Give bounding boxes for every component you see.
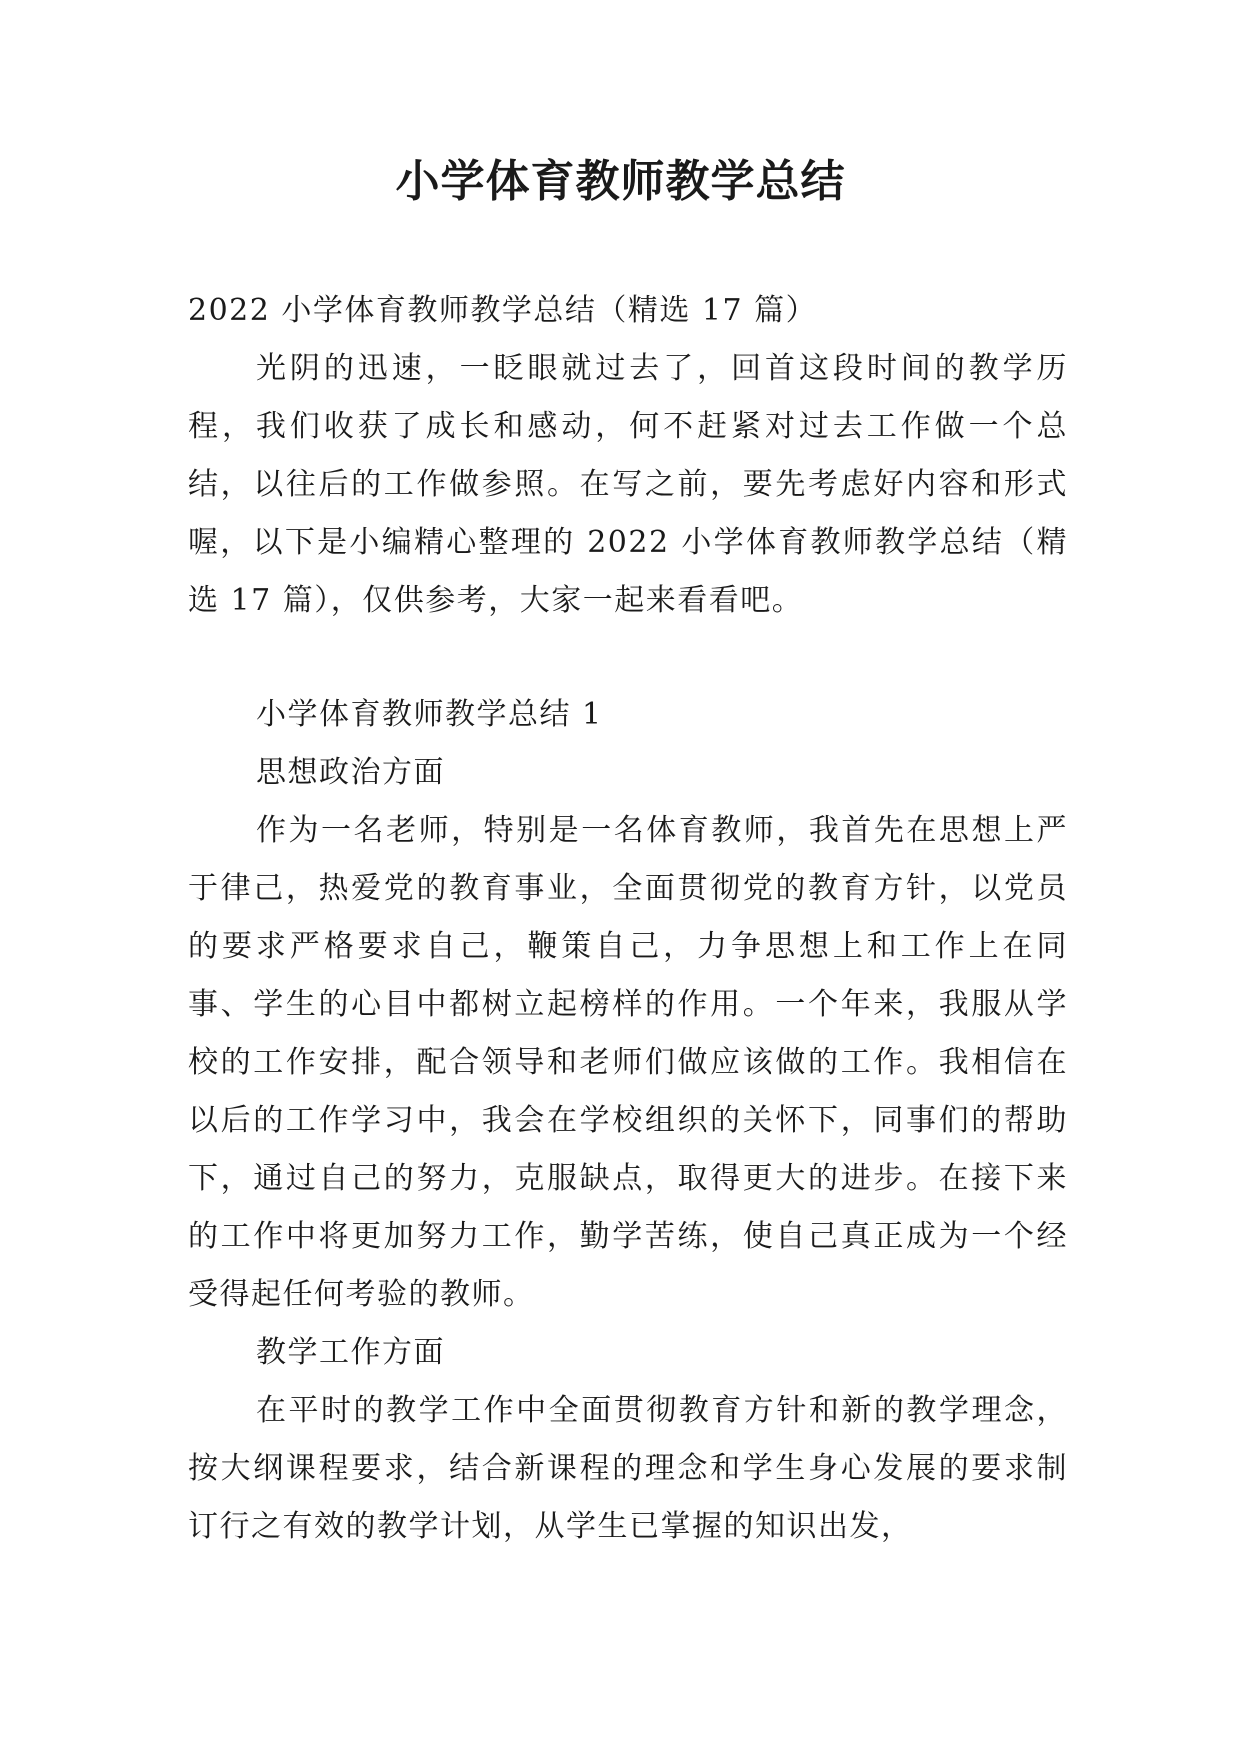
heading-political: 思想政治方面 [256,755,445,790]
paragraph-political: 作为一名老师，特别是一名体育教师，我首先在思想上严于律己，热爱党的教育事业，全面贯彻党的教育方针，以党员的要求严格要求自己，鞭策自己，力争思想上和工作上在同事、学生的心目中都树立起榜样的作用。一个年来，我服从学校的工作安排，配合领导和老师们做应该做的工作。我相信在以后的工作学习中，我会在学校组织的关怀下，同事们的帮助下，通过自己的努力，克服缺点，取得更大的进步。在接下来的工作中将更加努力工作，勤学苦练，使自己真正成为一个经受得起任何考验的教师。 [188,813,1068,1312]
heading-teaching: 教学工作方面 [256,1335,445,1370]
intro-paragraph: 光阴的迅速，一眨眼就过去了，回首这段时间的教学历程，我们收获了成长和感动，何不赶紧对过去工作做一个总结，以往后的工作做参照。在写之前，要先考虑好内容和形式喔，以下是小编精心整理的 2022 小学体育教师教学总结（精选 17 篇），仅供参考，大家一起来看看吧。 [188,351,1068,618]
document-title: 小学体育教师教学总结 [395,156,846,207]
section-title: 小学体育教师教学总结 1 [256,697,603,732]
section-spacer [188,630,1068,686]
document-subtitle: 2022 小学体育教师教学总结（精选 17 篇） [188,293,818,328]
document-body [188,282,1068,1556]
paragraph-teaching: 在平时的教学工作中全面贯彻教育方针和新的教学理念，按大纲课程要求，结合新课程的理念和学生身心发展的要求制订行之有效的教学计划，从学生已掌握的知识出发， [188,1393,1068,1544]
